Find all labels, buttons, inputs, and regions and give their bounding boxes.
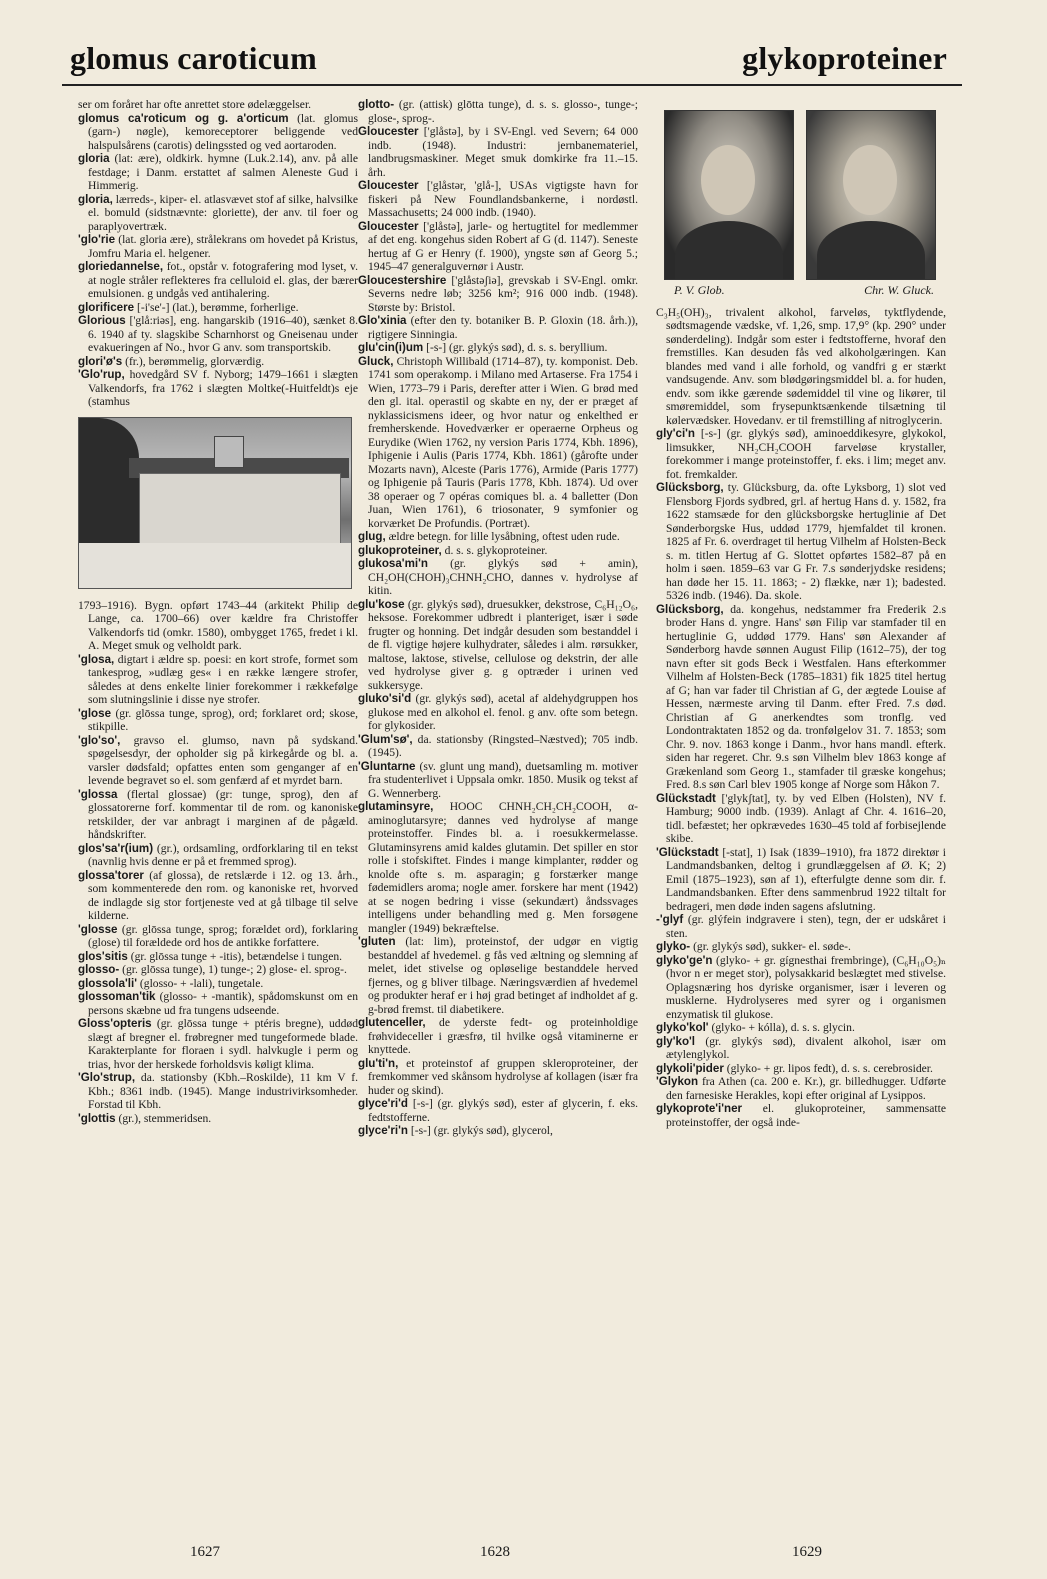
entry-definition: (gr. glykýs sød + amin), CH₂OH(CHOH)₃CHNH₂CHO, dannes v. hydrolyse af kitin. [368, 557, 638, 597]
entry-headword: gloria [78, 152, 110, 165]
dictionary-entry [78, 260, 358, 301]
entry-headword: glu'ti'n, [358, 1056, 399, 1070]
dictionary-entry [78, 368, 358, 409]
entry-definition: (gr. (attisk) glōtta tunge), d. s. s. glosso-, tunge-; glose-, sprog-. [368, 98, 638, 125]
dictionary-entry [78, 314, 358, 355]
entry-definition: (gr. glōssa tunge, sprog), ord; forklaret ord; skose, stikpille. [88, 706, 358, 733]
entry-definition: d. s. s. glykoproteiner. [444, 543, 548, 557]
dictionary-entry [358, 692, 638, 733]
entry-headword: glukoproteiner, [358, 543, 442, 557]
entry-definition: [-stat], 1) Isak (1839–1910), fra 1872 direktør i Landmandsbanken, deltog i grundlæggelsen af Ø. K; 2) Emil (1875–1923), søn af 1), efterfulgte denne som dir. f. Landmandsbanken. Efter dens sammenbrud 1922 tiltalt for bedrageri, men døde inden sagens afslutning. [666, 845, 946, 913]
dictionary-entry [358, 1097, 638, 1124]
column-1 [78, 98, 358, 1125]
entry-definition: ['glåstə], by i SV-Engl. ved Severn; 64 000 indb. (1948). Industri: jernbanemateriel, landbrugsmaskiner. Meget smuk domkirke fra 11.–15. årh. [368, 125, 638, 179]
dictionary-entry [656, 427, 946, 481]
entry-definition: (flertal glossae) (gr: tunge, sprog), den af glossatorerne forf. kommentar til de rom. og kanoniske retskilder, der var anbragt i marginen af de pågæld. håndskrifter. [88, 787, 358, 841]
entry-definition: (fr.), berømmelig, glorværdig. [125, 354, 265, 368]
page-number-1: 1627 [190, 1544, 220, 1560]
page-number-2: 1628 [480, 1544, 510, 1560]
entry-headword: Gloss'opteris [78, 1017, 152, 1030]
dictionary-entry [358, 760, 638, 801]
entry-headword: glykoli'pider [656, 1061, 724, 1075]
entry-definition: (af glossa), de retslærde i 12. og 13. årh., som kommenterede den rom. og kanoniske ret, hvorved de indlagde sig stor fortjeneste ved at gå tilbage til selve kilderne. [88, 868, 358, 922]
dictionary-entry [78, 112, 358, 153]
portrait-face [701, 145, 755, 215]
dictionary-entry [358, 1124, 638, 1138]
dictionary-entry [78, 977, 358, 991]
dictionary-entry [358, 544, 638, 558]
entry-definition: ty. Glücksburg, da. ofte Lyksborg, 1) slot ved Flensborg Fjords sydbred, grl. af hertug Hans d. y. 1582, fra 1622 stamsæde for den glücksborgske hertuglinie af Det Sønderborgske Hus, uddød 1779, hjemfaldet til kronen. 1825 af Fr. 6. overdraget til hertug Vilhelm af Holsten-Beck s. m. titlen Hertug af G. Slottet opførtes 1582–87 på en holm i søen. 1859–63 var G Fr. 7.s sønderjydske residens; han døde her 15. 11. 1863; - 2) flække, nær 1); badested. 5326 indb. (1946). Da. skole. [666, 481, 946, 602]
dictionary-entry [656, 603, 946, 792]
entry-headword: gloria, [78, 192, 113, 206]
dictionary-entry [358, 341, 638, 355]
dictionary-entry [78, 599, 358, 653]
portrait-gluck-image [806, 110, 936, 280]
entry-definition: da. stationsby (Ringsted–Næstved); 705 indb. (1945). [368, 732, 638, 759]
entry-headword: glorificere [78, 300, 135, 314]
entry-headword: glykoprote'i'ner [656, 1102, 743, 1115]
entry-headword: Glückstadt [656, 791, 716, 805]
dictionary-entry [78, 950, 358, 964]
dictionary-entry [78, 1017, 358, 1071]
entry-definition: gravso el. glumso, navn på sydskand. spøgelsesdyr, der opholder sig på kirkegårde og bl. a. varsler dødsfald; opfattes enten som genganger af en levende begravet so el. som genfærd af et myrdet barn. [88, 733, 358, 787]
entry-definition: ser om foråret har ofte anrettet store ødelæggelser. [78, 98, 312, 111]
entry-headword: glukosa'mi'n [358, 557, 428, 570]
portrait-face [843, 145, 897, 215]
dictionary-entry [358, 733, 638, 760]
entry-definition: Christoph Willibald (1714–87), ty. komponist. Deb. 1741 som operakomp. i Milano med Artaserse. Fra 1754 i Wien, 1773–79 i Paris, derefter atter i Wien. G brød med den gl. ital. operastil og skabte en ny, der er præget af nyklassicismens ideer, og hvor natur og enkelthed er fremherskende. Hovedværker er operaerne Orpheus og Eurydike (Wien 1762, ny version Paris 1774, Kbh. 1896), Iphigenie i Aulis (Paris 1774, Kbh. 1861) (gårofte under Mozarts navn), Alceste (Paris 1776), Armide (Paris 1777) og Iphigenie på Tauris (Paris 1778, Kbh. 1874). Ud over 38 operaer og 7 opéras comiques bl. a. 4 balletter (Don Juan, Wien 1761), 6 triosonater, 9 symfonier og korværket De Profundis. (Portræt). [368, 354, 638, 530]
entry-headword: glug, [358, 530, 386, 543]
entry-headword: glyko'ge'n [656, 953, 713, 967]
portrait-row [664, 110, 936, 280]
dictionary-entry [358, 355, 638, 531]
dictionary-entry [78, 1071, 358, 1112]
entry-definition: da. stationsby (Kbh.–Roskilde), 11 km V f. Kbh.; 8361 indb. (1945). Mange industrivirksomheder. Forstad til Kbh. [88, 1071, 358, 1111]
entry-definition: [-s-] (gr. glykýs sød), glycerol, [410, 1124, 553, 1137]
dictionary-entry [358, 179, 638, 220]
entry-definition: (glosso- + -mantik), spådomskunst om en persons skæbne ud fra tungens udseende. [88, 990, 358, 1017]
dictionary-entry [656, 1062, 946, 1076]
entry-definition: [-i'se'-] (lat.), berømme, forherlige. [136, 300, 299, 314]
dictionary-entry [656, 846, 946, 914]
entry-headword: glyko'kol' [656, 1021, 709, 1034]
dictionary-entry [656, 1102, 946, 1129]
entry-definition: (gr.), stemmeridsen. [118, 1111, 212, 1125]
entry-definition: (glyko- + kólla), d. s. s. glycin. [711, 1021, 855, 1034]
entry-definition: ['glykʃtat], ty. by ved Elben (Holsten), NV f. Hamburg; 9000 indb. (1939). Anlagt af Chr. 4. 1616–20, tidl. befæstet; her opkrævedes 1630–45 told af forbisejlende skibe. [666, 791, 946, 845]
entry-definition: [-s-] (gr. glykýs sød), aminoeddikesyre, glykokol, limsukker, NH₂CH₂COOH farveløse krystaller, forekommer i mange proteinstoffer, f. eks. i lim; meget anv. fot. fremkalder. [666, 427, 946, 481]
entry-definition: da. kongehus, nedstammer fra Frederik 2.s broder Hans d. yngre. Hans' søn Filip var stamfader til en hertuglinie G, uddød 1779. Hans' søn Alexander af Sønderborg havde sønnen August Filip (1612–75), der tog navn efter sit gods Beck i Westfalen. Hans efterkommer Vilhelm af Holsten-Beck (1785–1831) fik 1825 titel hertug af G; han var fader til Christian af G, der ægtede Louise af Hessen, nærmeste arving til Danm. efter Fred. 7.s død. Christian af G anerkendtes som tronflg. ved Londontraktaten 1852 og da. tronfølgelov 31. 7. 1853; som Chr. 9. nov. 1863 konge i Danm., hvor hans mandl. efterk. siden har regeret. Chr. 9.s søn Vilhelm blev 1863 konge af Grækenland som Georg 1., stamfader til græske kongehus; Fred. 8.s søn Carl blev 1905 konge af Norge som Håkon 7. [666, 602, 946, 791]
entry-headword: Gloucestershire [358, 273, 447, 287]
entry-headword: glossoman'tik [78, 990, 156, 1003]
entry-headword: Gluck, [358, 354, 394, 368]
dictionary-entry [358, 800, 638, 935]
entry-definition: (efter den ty. botaniker B. P. Gloxin (18. årh.)), rigtigere Sinningia. [368, 314, 639, 341]
building-photo [78, 417, 352, 589]
dictionary-entry [78, 869, 358, 923]
dictionary-entry [78, 788, 358, 842]
dictionary-entry [78, 707, 358, 734]
dictionary-entry [656, 306, 946, 428]
entry-headword: 'Glum'sø', [358, 732, 413, 746]
entry-definition: de yderste fedt- og proteinholdige frøhvideceller i græsfrø, til hvilke også vitaminerne er knyttede. [368, 1016, 638, 1056]
photo-tower-shape [214, 436, 244, 468]
entry-headword: glotto- [358, 98, 395, 111]
entry-headword: glomus ca'roticum og g. a'orticum [78, 111, 289, 125]
entry-definition: (gr. glōssa tunge), 1) tunge-; 2) glose- el. sprog-. [122, 963, 347, 976]
entry-definition: (lat. gloria ære), strålekrans om hovedet på Kristus, Jomfru Maria el. helgener. [88, 233, 358, 260]
entry-headword: glos'sitis [78, 949, 128, 963]
entry-headword: Glücksborg, [656, 481, 724, 494]
dictionary-entry [78, 842, 358, 869]
entry-headword: glyce'ri'd [358, 1097, 408, 1110]
dictionary-entry [78, 963, 358, 977]
entry-headword: gloriedannelse, [78, 260, 164, 273]
entry-definition: (gr. glōssa tunge + -itis), betændelse i tungen. [130, 949, 343, 963]
entry-definition: ['glå:riəs], eng. hangarskib (1916–40), sænket 8. 6. 1940 af ty. slagskibe Scharnhorst og Gneisenau under evakueringen af No., hvor G anv. som transportskib. [88, 314, 358, 354]
column-2 [358, 98, 638, 1138]
entry-headword: Glücksborg, [656, 602, 724, 616]
dictionary-entry [358, 1016, 638, 1057]
entry-headword: 'Glückstadt [656, 845, 719, 859]
entry-headword: Glorious [78, 314, 126, 327]
entry-definition: (gr. glōssa tunge, sprog; forældet ord), forklaring (glose) til forældede ord hos de antikke forfattere. [88, 922, 358, 949]
dictionary-entry [358, 530, 638, 544]
entry-headword: glosso- [78, 963, 120, 976]
entry-headword: 'Glo'strup, [78, 1071, 136, 1084]
photo-ground-shape [79, 543, 351, 588]
entry-definition: ['glåstər, 'glå-], USAs vigtigste havn for fiskeri på New Foundlandsbankerne, i nordøstl. Massachusetts; 24 000 indb. (1940). [368, 179, 638, 219]
entry-definition: lærreds-, kiper- el. atlasvævet stof af silke, halvsilke el. bomuld (sidstnævnte: gloriette), der anv. til foer og paraplyovertræk. [88, 192, 358, 233]
entry-definition: ['glåstə], jarle- og hertugtitel for medlemmer af det eng. kongehus siden Robert af G (d. 1147). Seneste hertug af G er Henry (f. 1900), yngste søn af Georg 5.; 1945–47 generalguvernør i Austr. [368, 219, 638, 273]
entry-headword: 'glosse [78, 922, 118, 936]
dictionary-entry [656, 940, 946, 954]
dictionary-entry [78, 233, 358, 260]
entry-definition: (gr. glykýs sød), sukker- el. søde-. [693, 940, 851, 953]
entry-headword: 'Glo'rup, [78, 368, 125, 381]
entry-definition: (gr. glykýs sød), druesukker, dekstrose, C₆H₁₂O₆, heksose. Forekommer udbredt i planteriget, især i søde frugter og honning. Det indgår desuden som bestanddel i de fl. vigtige højere kulhydrater, således i alm. rørsukker, maltose, laktose, stivelse, cellulose og dekstrin, der alle ved hydrolyse giver g. g optræder i urinen ved sukkersyge. [368, 597, 638, 692]
entry-headword: Gloucester [358, 219, 419, 233]
portrait-glob-image [664, 110, 794, 280]
entry-definition: (glosso- + -lali), tungetale. [139, 976, 264, 990]
entry-definition: (gr. glōssa tunge + ptéris bregne), uddød slægt af bregner el. frøbregner med tungeformede blade. Karakterplante for floraen i sydl. halvkugle i perm og trias, hvor der herskede forholdsvis køligt klima. [88, 1017, 358, 1071]
entry-headword: glyce'ri'n [358, 1124, 408, 1137]
dictionary-entry [78, 653, 358, 707]
dictionary-entry [358, 98, 638, 125]
entry-definition: (gr. glýfein indgravere i sten), tegn, der er udskåret i sten. [666, 913, 947, 940]
dictionary-entry [656, 481, 946, 603]
caption-glob: P. V. Glob. [674, 283, 725, 297]
dictionary-entry [78, 734, 358, 788]
entry-headword: gluko'si'd [358, 692, 412, 705]
dictionary-entry [358, 557, 638, 598]
dictionary-entry [656, 792, 946, 846]
dictionary-entry [78, 301, 358, 315]
entry-headword: -'glyf [656, 913, 684, 926]
entry-headword: glyko- [656, 940, 691, 953]
caption-gluck: Chr. W. Gluck. [864, 283, 934, 297]
dictionary-entry [358, 125, 638, 179]
dictionary-entry [78, 152, 358, 193]
portrait-body [675, 221, 783, 280]
column-3 [656, 98, 946, 1129]
entry-headword: 'Glykon [656, 1075, 699, 1088]
entry-definition: (lat: lim), proteinstof, der udgør en vigtig bestanddel af hvedemel. g fås ved æltning og slemning af melet, idet stivelse og opløselige bestanddele herved fjernes, og g bliver tilbage. Næringsværdien af hvedemel og produkter heraf er i høj grad betinget af indholdet af g. g-brød fremst. til diabetikere. [368, 935, 638, 1016]
portrait-captions [674, 284, 934, 298]
entry-definition: ['glåstəʃiə], grevskab i SV-Engl. omkr. Severns nedre løb; 3256 km²; 916 000 indb. (1948). Største by: Bristol. [368, 273, 638, 314]
entry-headword: gly'ci'n [656, 427, 696, 440]
dictionary-entry [78, 355, 358, 369]
entry-headword: 'glosa, [78, 652, 115, 666]
entry-headword: 'glo'so', [78, 733, 121, 747]
entry-definition: fra Athen (ca. 200 e. Kr.), gr. billedhugger. Udførte den farnesiske Herakles, kopi efter original af Lysippos. [666, 1075, 946, 1102]
dictionary-entry [78, 990, 358, 1017]
entry-definition: digtart i ældre sp. poesi: en kort strofe, formet som tankesprog, »udlæg ges« i en række længere strofer, således at dens enkelte linier forekommer i rækkefølge som slutningslinie i disse nye strofer. [88, 652, 359, 706]
dictionary-entry [358, 314, 638, 341]
dictionary-entry [656, 1035, 946, 1062]
entry-headword: 'gluten [358, 935, 396, 948]
page-number-3: 1629 [792, 1544, 822, 1560]
column-1-entries-top [78, 98, 358, 409]
dictionary-entry [656, 913, 946, 940]
entry-definition: C₃H₅(OH)₃, trivalent alkohol, farveløs, tyktflydende, sødtsmagende vædske, vf. 1,26, smp. 17,9° (kp. 290° under sønderdeling). Indgår som ester i fedtstofferne, hvoraf den fremstilles. Kan desuden fås ved alkoholgæringen. Kan blandes med vand i alle forhold, og vandfri g er stærkt vandsugende. Anv. som blødgøringsmiddel bl. a. for huden, endv. som ikke gærende sødemiddel til vine og likører, til smøremiddel, som frysepunktsænkende tilsætning til kølervædsker. Hovedanv. er til fremstilling af nitroglycerin. [656, 305, 946, 427]
entry-headword: glu'cin(i)um [358, 341, 424, 354]
column-1-entries-bottom [78, 599, 358, 1126]
entry-headword: glos'sa'r(ium) [78, 841, 154, 855]
entry-definition: ældre betegn. for lille lysåbning, oftest uden rude. [388, 530, 620, 543]
dictionary-entry [358, 1057, 638, 1098]
entry-definition: fot., opstår v. fotografering mod lyset, v. at nogle stråler reflekteres fra celluloid el. glas, der bærer emulsionen. g undgås ved antihalering. [88, 260, 358, 300]
entry-definition: 1793–1916). Bygn. opført 1743–44 (arkitekt Philip de Lange, ca. 1700–66) over kældre fra Christoffer Valkendorfs tid (omkr. 1580), ombygget 1765, fredet i kl. A. Meget smuk og velholdt park. [78, 598, 358, 652]
entry-definition: HOOC CHNH₂CH₂CH₂COOH, α-aminoglutarsyre; dannes ved hydrolyse af mange proteinstoffer. Findes bl. a. i roesukkermelasse. Glutaminsyrens amid kaldes glutamin. Det spiller en stor rolle i stofskiftet. Findes i mange kimplanter, rødder og knolde ofte s. m. asparagin; g forstærker mange fødemidlers aroma; nogle amer. forskere har ment (1942) at se nogen bedring i visse (sekundært) åndssvages intelligens under behandling med g. Men forsøgene mangler (1949) bekræftelse. [368, 800, 638, 935]
entry-definition: (sv. glunt ung mand), duetsamling m. motiver fra studenterlivet i Uppsala omkr. 1850. Musik og tekst af G. Wennerberg. [368, 759, 638, 800]
entry-definition: (glyko- + gr. lipos fedt), d. s. s. cerebrosider. [726, 1061, 933, 1075]
entry-definition: (gr. glykýs sød), divalent alkohol, især om ætylenglykol. [666, 1034, 946, 1061]
entry-headword: Gloucester [358, 125, 419, 138]
entry-definition: et proteinstof af gruppen skleroproteiner, der fremkommer ved skånsom hydrolyse af kollagen (især fra huder og skind). [368, 1056, 638, 1097]
dictionary-entry [358, 274, 638, 315]
column-3-entries [656, 306, 946, 1130]
dictionary-entry [358, 220, 638, 274]
entry-definition: [-s-] (gr. glykýs sød), d. s. s. beryllium. [426, 341, 608, 354]
dictionary-entry [358, 935, 638, 1016]
entry-definition: hovedgård SV f. Nyborg; 1479–1661 i slægten Valkendorfs, fra 1762 i slægten Moltke(-Huitfeldt)s eje (stamhus [88, 368, 359, 408]
dictionary-entry [656, 1021, 946, 1035]
entry-headword: 'Gluntarne [358, 759, 416, 773]
dictionary-entry [78, 1112, 358, 1126]
entry-headword: gly'ko'l [656, 1034, 696, 1048]
entry-headword: 'glose [78, 706, 112, 720]
entry-headword: glossa'torer [78, 868, 144, 882]
dictionary-entry [358, 598, 638, 693]
entry-headword: glutenceller, [358, 1016, 426, 1029]
dictionary-entry [656, 954, 946, 1022]
header-rule [62, 84, 962, 86]
entry-definition: [-s-] (gr. glykýs sød), ester af glycerin, f. eks. fedtstofferne. [368, 1097, 639, 1124]
entry-headword: 'glottis [78, 1111, 116, 1125]
entry-headword: 'glo'rie [78, 233, 116, 246]
entry-definition: (lat: ære), oldkirk. hymne (Luk.2.14), anv. på alle festdage; i Danm. erstattet af salmen Aleneste Gud i Himmerig. [88, 152, 358, 192]
running-head-right: glykoproteiner [742, 40, 947, 76]
dictionary-entry [656, 1075, 946, 1102]
entry-definition: (glyko- + gr. gígnesthai frembringe), (C₆H₁₀O₅)ₙ (hvor n er meget stor), polysakkarid beslægtet med stivelse. Oplagsnæring hos dyriske organismer, især i leveren og musklerne. Hydrolyseres med syrer og i organismen enzymatisk til glukose. [666, 953, 946, 1021]
entry-definition: (gr.), ordsamling, ordforklaring til en tekst (navnlig hvis denne er på et fremmed sprog). [88, 841, 358, 868]
entry-headword: glossola'li' [78, 976, 137, 990]
entry-headword: Glo'xinia [358, 314, 407, 327]
photo-building-shape [139, 473, 341, 545]
entry-headword: glutaminsyre, [358, 800, 434, 813]
portrait-body [817, 221, 925, 280]
entry-definition: (lat. glomus (garn-) nøgle), kemoreceptorer beliggende ved halspulsårens (carotis) delingssted og ved aortaroden. [88, 111, 358, 152]
entry-headword: glori'ø's [78, 354, 123, 368]
entry-definition: el. glukoproteiner, sammensatte proteinstoffer, der også inde- [666, 1102, 946, 1129]
dictionary-entry [78, 923, 358, 950]
entry-headword: glu'kose [358, 597, 405, 611]
entry-definition: (gr. glykýs sød), acetal af aldehydgruppen hos glukose med en alkohol el. fenol. g anv. ofte som betegn. for glykosider. [368, 692, 638, 732]
entry-headword: 'glossa [78, 787, 118, 801]
entry-headword: Gloucester [358, 179, 419, 192]
running-head-left: glomus caroticum [70, 40, 318, 76]
dictionary-entry [78, 193, 358, 234]
dictionary-entry [78, 98, 358, 112]
